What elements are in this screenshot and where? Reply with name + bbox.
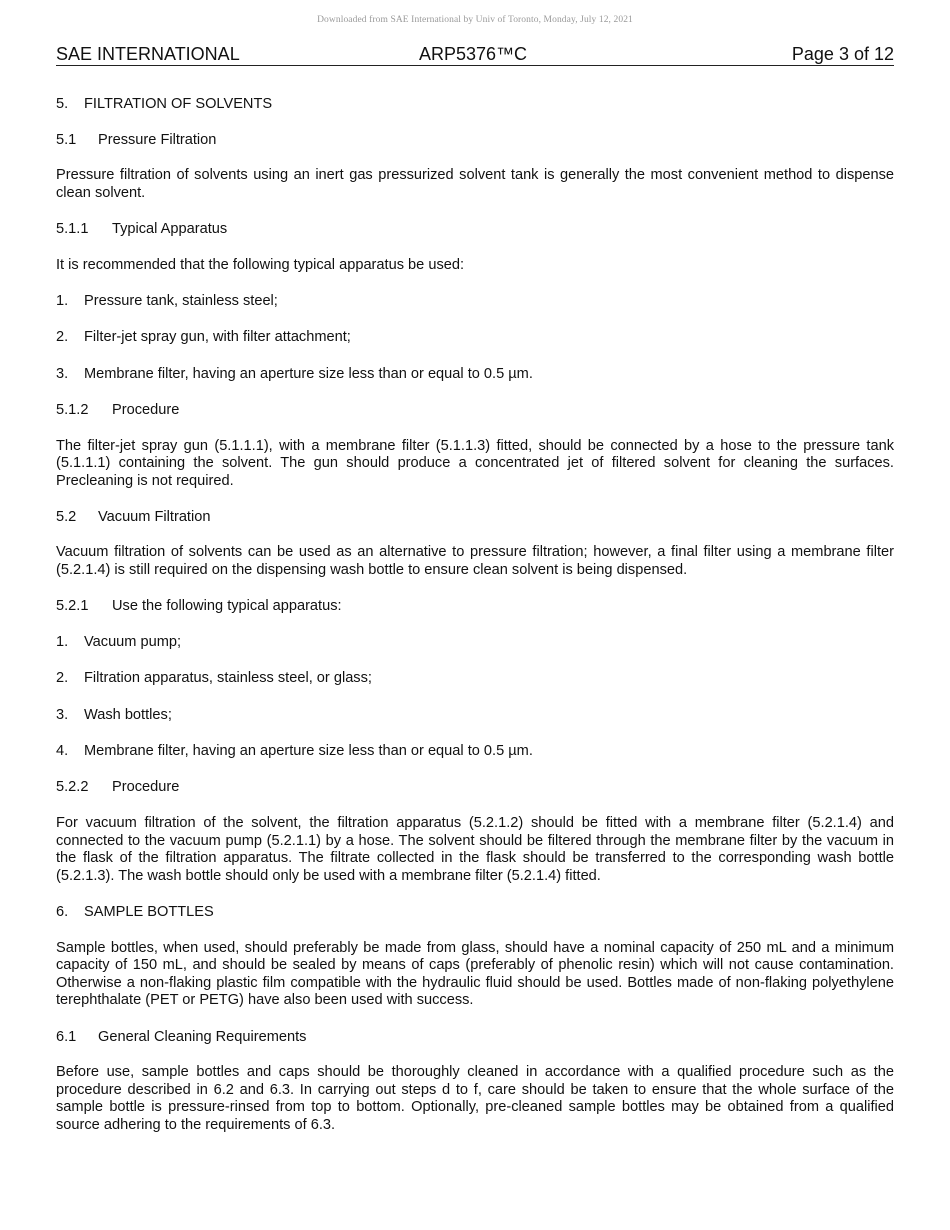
- list-item: [56, 634, 894, 652]
- list-item: [56, 293, 894, 311]
- section-number: 5.2: [56, 508, 77, 525]
- section-number: 5.1: [56, 131, 77, 148]
- page-header: [56, 43, 894, 66]
- section-5-1-2-heading: [56, 402, 894, 420]
- section-6-heading: [56, 904, 894, 922]
- section-5-1-1-heading: [56, 221, 894, 239]
- section-number: 5.1.1: [56, 220, 89, 237]
- section-number: 5.2.2: [56, 779, 89, 796]
- section-number: 6.1: [56, 1028, 77, 1045]
- list-item: [56, 670, 894, 688]
- section-number: 5.2.1: [56, 598, 89, 615]
- header-document-number: ARP5376™C: [419, 44, 528, 64]
- section-5-2-heading: [56, 509, 894, 527]
- list-item: [56, 743, 894, 761]
- paragraph-5-1-1: It is recommended that the following typical apparatus be used:: [56, 256, 465, 273]
- list-number: 3.: [56, 365, 69, 382]
- section-title: General Cleaning Requirements: [98, 1028, 307, 1045]
- section-number: 6.: [56, 903, 69, 920]
- list-text: Filter-jet spray gun, with filter attachment;: [84, 329, 351, 346]
- paragraph-5-1: Pressure filtration of solvents using an inert gas pressurized solvent tank is generally the most convenient method to dispense clean solvent.: [56, 167, 894, 201]
- section-title: Procedure: [112, 779, 180, 796]
- header-page-number: Page 3 of 12: [791, 44, 894, 64]
- document-body: [56, 96, 894, 1153]
- section-5-heading: [56, 96, 894, 114]
- section-title: Pressure Filtration: [98, 131, 217, 148]
- list-text: Wash bottles;: [84, 706, 172, 723]
- list-text: Filtration apparatus, stainless steel, or glass;: [84, 670, 372, 687]
- list-text: Membrane filter, having an aperture size less than or equal to 0.5 µm.: [84, 365, 533, 382]
- section-title: Vacuum Filtration: [98, 508, 211, 525]
- list-text: Vacuum pump;: [84, 633, 182, 650]
- list-text: Membrane filter, having an aperture size less than or equal to 0.5 µm.: [84, 743, 533, 760]
- download-watermark: Downloaded from SAE International by Univ of Toronto, Monday, July 12, 2021: [317, 15, 633, 25]
- section-5-1-heading: [56, 132, 894, 150]
- section-number: 5.1.2: [56, 401, 89, 418]
- paragraph-5-1-2: The filter-jet spray gun (5.1.1.1), with a membrane filter (5.1.1.3) fitted, should be connected by a hose to the pressure tank (5.1.1.1) containing the solvent. The gun should produce a concentrated jet of filtered solvent for cleaning the surfaces. Precleaning is not required.: [56, 437, 894, 489]
- section-number: 5.: [56, 96, 69, 112]
- section-title: Procedure: [112, 401, 180, 418]
- header-organization: SAE INTERNATIONAL: [56, 44, 240, 64]
- paragraph-5-2-2: For vacuum filtration of the solvent, the filtration apparatus (5.2.1.2) should be fitted with a membrane filter (5.2.1.4) and connected to the vacuum pump (5.2.1.1) by a hose. The solvent should be filtered through the membrane filter by the vacuum in the flask of the filtration apparatus. The filtrate collected in the flask should be transferred to the corresponding wash bottle (5.2.1.3). The wash bottle should only be used with a membrane filter (5.2.1.4) fitted.: [56, 815, 894, 884]
- list-number: 2.: [56, 329, 69, 346]
- list-text: Pressure tank, stainless steel;: [84, 292, 278, 309]
- list-item: [56, 366, 894, 384]
- list-number: 2.: [56, 670, 69, 687]
- section-5-2-2-heading: [56, 779, 894, 797]
- section-title: SAMPLE BOTTLES: [84, 903, 214, 920]
- section-title: Typical Apparatus: [112, 220, 228, 237]
- list-item: [56, 329, 894, 347]
- list-number: 4.: [56, 743, 69, 760]
- paragraph-6: Sample bottles, when used, should preferably be made from glass, should have a nominal capacity of 250 mL and a minimum capacity of 150 mL, and should be sealed by means of caps (preferably of phenolic resin) which will not cause contamination. Otherwise a non-flaking plastic film compatible with the hydraulic fluid should be used. Bottles made of non-flaking polyethylene terephthalate (PET or PETG) have also been used with success.: [56, 939, 894, 1009]
- list-number: 3.: [56, 706, 69, 723]
- section-title: FILTRATION OF SOLVENTS: [84, 96, 273, 112]
- section-6-1-heading: [56, 1029, 894, 1047]
- paragraph-5-2: Vacuum filtration of solvents can be used as an alternative to pressure filtration; however, a final filter using a membrane filter (5.2.1.4) is still required on the dispensing wash bottle to ensure clean solvent is being dispensed.: [56, 544, 894, 579]
- paragraph-6-1: Before use, sample bottles and caps should be thoroughly cleaned in accordance with a qualified procedure such as the procedure described in 6.2 and 6.3. In carrying out steps d to f, care should be taken to ensure that the whole surface of the sample bottle is pressure-rinsed from top to bottom. Optionally, pre-cleaned sample bottles may be obtained from a qualified source adhering to the requirements of 6.3.: [56, 1064, 894, 1133]
- list-item: [56, 707, 894, 725]
- section-title: Use the following typical apparatus:: [112, 598, 342, 615]
- section-5-2-1-heading: [56, 598, 894, 616]
- list-number: 1.: [56, 292, 69, 309]
- list-number: 1.: [56, 633, 69, 650]
